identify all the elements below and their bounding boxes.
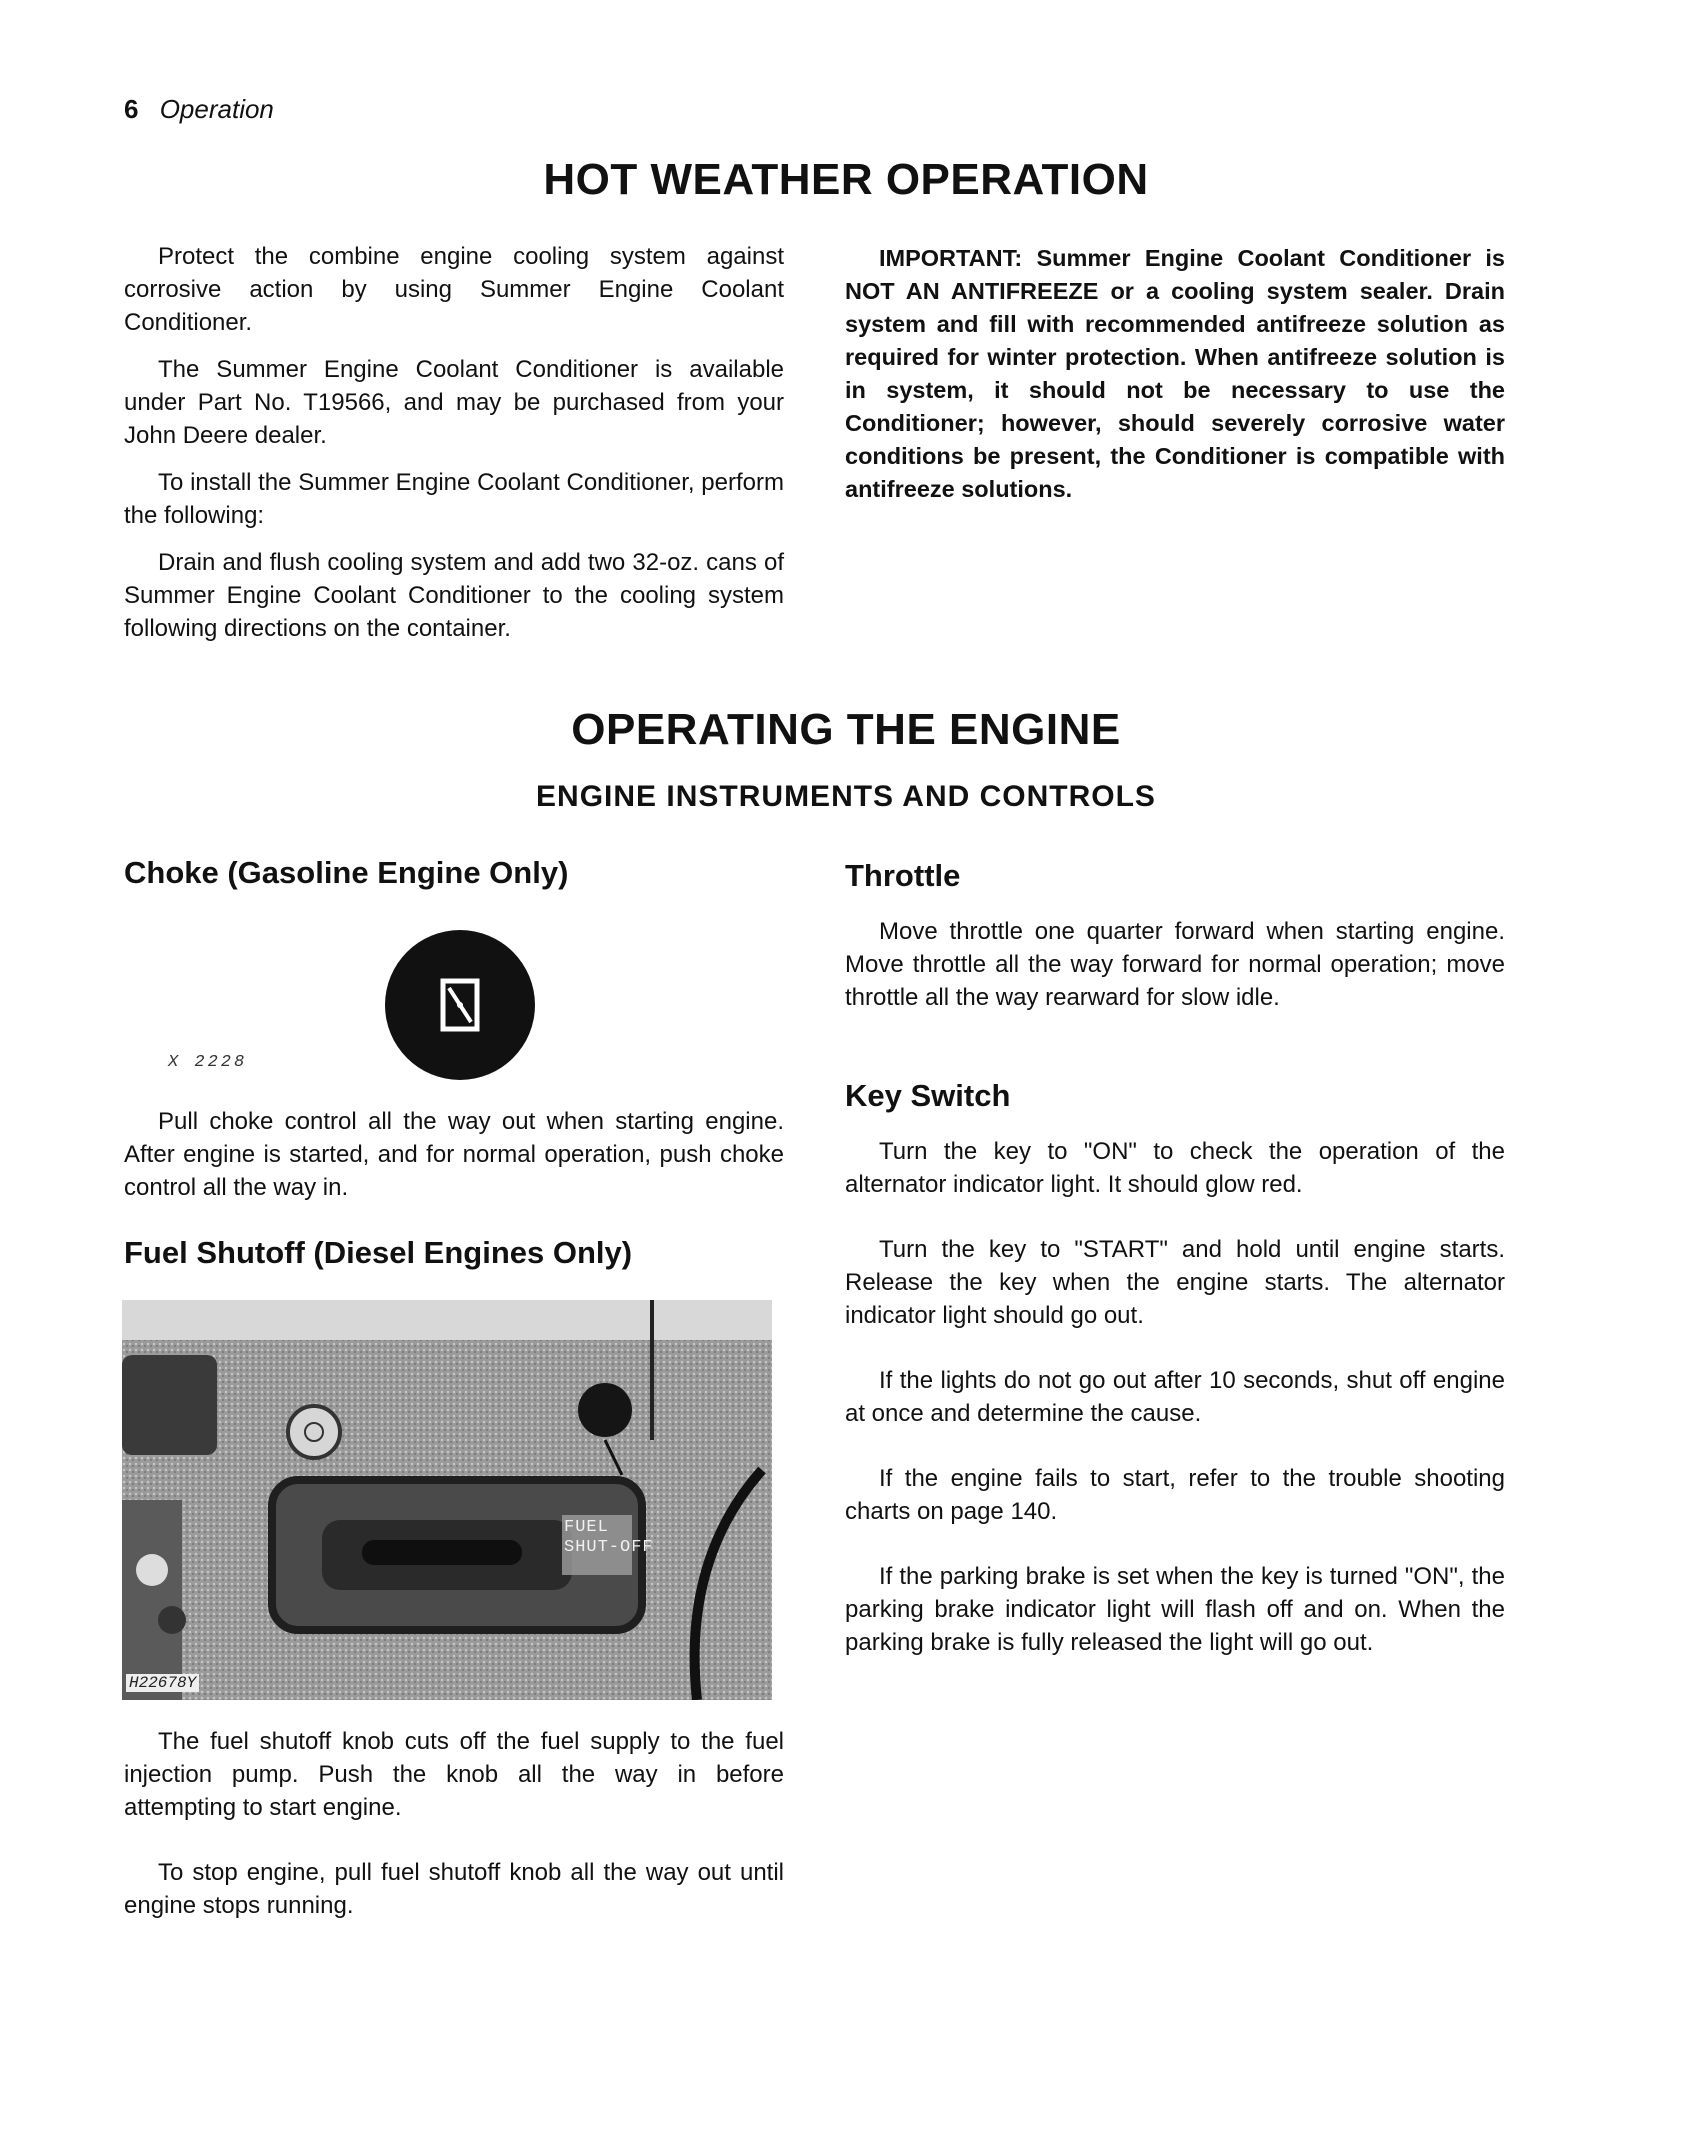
fuel-shutoff-heading: Fuel Shutoff (Diesel Engines Only) [124, 1235, 633, 1270]
throttle-text-block [845, 915, 1505, 1014]
hot-weather-title: HOT WEATHER OPERATION [543, 155, 1149, 204]
key-switch-paragraph-1: Turn the key to "ON" to check the operation of the alternator indicator light. It should glow red. [845, 1138, 1505, 1198]
key-switch-paragraph-5: If the parking brake is set when the key is turned "ON", the parking brake indicator light will flash off and on. When the parking brake is fully released the light will go out. [845, 1563, 1505, 1656]
operating-engine-title: OPERATING THE ENGINE [571, 705, 1121, 754]
choke-text-block [124, 1105, 784, 1204]
instruments-controls-subtitle: ENGINE INSTRUMENTS AND CONTROLS [536, 780, 1156, 813]
section-name: Operation [159, 94, 274, 124]
throttle-heading: Throttle [845, 858, 961, 893]
fuel-shutoff-text-block [124, 1725, 784, 1922]
key-switch-paragraph-4: If the engine fails to start, refer to the trouble shooting charts on page 140. [845, 1465, 1505, 1525]
hot-weather-paragraph-3: To install the Summer Engine Coolant Conditioner, perform the following: [124, 469, 784, 529]
photo-label-line-1: FUEL [564, 1518, 609, 1537]
fuel-shutoff-paragraph-1: The fuel shutoff knob cuts off the fuel supply to the fuel injection pump. Push the knob all the way in before attempting to start engine. [124, 1728, 784, 1821]
running-head [124, 94, 274, 125]
hot-weather-paragraph-2: The Summer Engine Coolant Conditioner is available under Part No. T19566, and may be purchased from your John Deere dealer. [124, 356, 784, 449]
key-switch-text-block [845, 1135, 1505, 1659]
key-switch-heading: Key Switch [845, 1078, 1011, 1113]
important-notice: IMPORTANT: Summer Engine Coolant Conditioner is NOT AN ANTIFREEZE or a cooling system sealer. Drain system and fill with recommended antifreeze solution as required for winter protection. When antifreeze solution is in system, it should not be necessary to use the Conditioner; however, should severely corrosive water conditions be present, the Conditioner is compatible with antifreeze solutions. [845, 245, 1505, 502]
key-switch-paragraph-3: If the lights do not go out after 10 seconds, shut off engine at once and determine the cause. [845, 1367, 1505, 1427]
choke-paragraph: Pull choke control all the way out when starting engine. After engine is started, and for normal operation, push choke control all the way in. [124, 1108, 784, 1201]
photo-label-line-2: SHUT-OFF [564, 1538, 654, 1557]
choke-icon [385, 930, 535, 1080]
choke-figure-label: X 2228 [168, 1053, 248, 1072]
page-number: 6 [124, 94, 139, 124]
throttle-paragraph: Move throttle one quarter forward when starting engine. Move throttle all the way forward for normal operation; move throttle all the way rearward for slow idle. [845, 918, 1505, 1011]
hot-weather-paragraph-4: Drain and flush cooling system and add two 32-oz. cans of Summer Engine Coolant Conditioner to the cooling system following directions on the container. [124, 549, 784, 642]
fuel-shutoff-paragraph-2: To stop engine, pull fuel shutoff knob all the way out until engine stops running. [124, 1859, 784, 1919]
hot-weather-paragraph-1: Protect the combine engine cooling system against corrosive action by using Summer Engine Coolant Conditioner. [124, 243, 784, 336]
fuel-shutoff-photo [122, 1300, 772, 1700]
hot-weather-left-column [124, 240, 784, 645]
hot-weather-right-column [845, 242, 1505, 506]
choke-heading: Choke (Gasoline Engine Only) [124, 855, 569, 890]
photo-id-label: H22678Y [126, 1674, 199, 1692]
key-switch-paragraph-2: Turn the key to "START" and hold until engine starts. Release the key when the engine starts. The alternator indicator light should go out. [845, 1236, 1505, 1329]
fuel-shutoff-photo-label [564, 1518, 654, 1558]
